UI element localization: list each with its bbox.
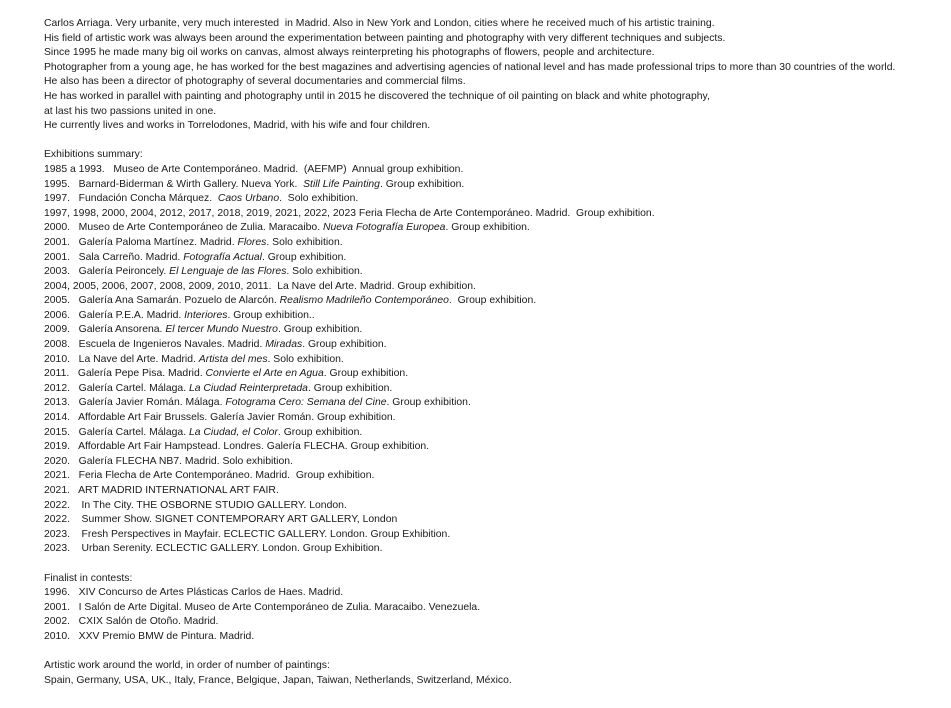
exhibition-title: Interiores: [184, 309, 228, 321]
exhibition-text: 2021. Feria Flecha de Arte Contemporáneo. Madrid. Group exhibition.: [44, 470, 375, 482]
exhibitions-section: [44, 148, 944, 557]
contests-section: [44, 572, 944, 645]
bio-line: Photographer from a young age, he has worked for the best magazines and advertising agencies of national level and has made professional trips to more than 30 countries of the world.: [44, 61, 896, 73]
exhibition-title: Flores: [237, 236, 267, 248]
exhibition-text: 2011. Galería Pepe Pisa. Madrid.: [44, 368, 206, 380]
section-gap: [44, 134, 944, 149]
exhibition-text: 2021. ART MADRID INTERNATIONAL ART FAIR.: [44, 485, 279, 496]
exhibition-type: . Group exhibition.: [307, 382, 393, 394]
exhibition-text: 2008. Escuela de Ingenieros Navales. Madrid.: [44, 339, 266, 351]
exhibition-text: 2022. In The City. THE OSBORNE STUDIO GALLERY. London.: [44, 499, 347, 511]
exhibition-title: Nueva Fotografía Europea: [322, 222, 446, 234]
exhibition-item: [44, 251, 944, 266]
exhibition-type: . Group exhibition.: [277, 426, 363, 438]
exhibition-type: . Solo exhibition.: [279, 193, 359, 205]
exhibition-item: [44, 353, 944, 368]
exhibition-item: [44, 265, 944, 280]
exhibition-text: 2014. Affordable Art Fair Brussels. Galería Javier Román. Group exhibition.: [44, 412, 396, 424]
exhibition-title: Miradas: [265, 339, 303, 351]
exhibition-text: 2000. Museo de Arte Contemporáneo de Zulia. Maracaibo.: [44, 222, 323, 234]
contests-heading: Finalist in contests:: [44, 572, 133, 584]
exhibition-item: [44, 178, 944, 193]
exhibition-text: 2009. Galería Ansorena.: [44, 324, 166, 336]
exhibition-item: [44, 542, 944, 557]
exhibition-item: [44, 280, 944, 295]
exhibition-title: La Ciudad Reinterpretada: [188, 382, 308, 394]
document-body: [44, 17, 944, 688]
exhibition-type: . Group exhibition.: [302, 339, 387, 351]
exhibition-title: Fotograma Cero: Semana del Cine: [225, 397, 387, 409]
exhibition-type: . Group exhibition.: [448, 295, 537, 307]
exhibition-text: 2001. Galería Paloma Martínez. Madrid.: [44, 236, 238, 248]
exhibition-type: . Solo exhibition.: [267, 353, 344, 365]
exhibition-title: Realismo Madrileño Contemporáneo: [279, 295, 449, 307]
exhibition-type: . Solo exhibition.: [286, 266, 363, 278]
bio-line: Carlos Arriaga. Very urbanite, very much interested in Madrid. Also in New York and London, cities where he received much of his artistic training.: [44, 18, 715, 29]
exhibition-item: [44, 455, 944, 470]
contest-item: 2010. XXV Premio BMW de Pintura. Madrid.: [44, 630, 255, 642]
exhibition-item: [44, 294, 944, 309]
exhibition-title: El Lenguaje de las Flores: [169, 266, 287, 278]
exhibition-title: El tercer Mundo Nuestro: [165, 324, 278, 336]
exhibition-item: [44, 338, 944, 353]
exhibition-text: 2006. Galería P.E.A. Madrid.: [44, 309, 185, 321]
exhibition-text: 2020. Galería FLECHA NB7. Madrid. Solo exhibition.: [44, 455, 293, 467]
bio-line: He currently lives and works in Torrelodones, Madrid, with his wife and four children.: [44, 120, 431, 132]
exhibition-type: . Group exhibition.: [379, 178, 465, 190]
contest-item: 2001. I Salón de Arte Digital. Museo de Arte Contemporáneo de Zulia. Maracaibo. Venezuela.: [44, 601, 481, 613]
exhibition-title: Convierte el Arte en Agua: [205, 368, 324, 380]
exhibition-type: . Group exhibition.: [261, 251, 347, 263]
exhibition-item: [44, 411, 944, 426]
exhibition-text: 1997, 1998, 2000, 2004, 2012, 2017, 2018, 2019, 2021, 2022, 2023 Feria Flecha de Arte Contemporáneo. Madrid. Group exhibition.: [44, 207, 655, 219]
exhibition-item: [44, 440, 944, 455]
section-gap: [44, 557, 944, 572]
exhibition-text: 2004, 2005, 2006, 2007, 2008, 2009, 2010, 2011. La Nave del Arte. Madrid. Group exhibition.: [44, 280, 476, 292]
exhibition-text: 2012. Galería Cartel. Málaga.: [44, 382, 189, 394]
bio-line: His field of artistic work was always been around the experimentation between painting and photography with very different techniques and subjects.: [44, 32, 726, 44]
exhibition-text: 1997. Fundación Concha Márquez.: [44, 193, 218, 205]
bio-section: [44, 17, 944, 134]
exhibition-item: [44, 426, 944, 441]
exhibition-item: [44, 323, 944, 338]
contest-item: 2002. CXIX Salón de Otoño. Madrid.: [44, 616, 219, 628]
exhibition-text: 2010. La Nave del Arte. Madrid.: [44, 353, 199, 365]
exhibition-text: 2001. Sala Carreño. Madrid.: [44, 251, 184, 263]
exhibition-title: Caos Urbano: [217, 193, 280, 205]
exhibition-text: 2023. Urban Serenity. ECLECTIC GALLERY. London. Group Exhibition.: [44, 543, 383, 555]
exhibition-item: [44, 469, 944, 484]
exhibition-item: [44, 484, 944, 499]
exhibition-type: . Group exhibition..: [227, 309, 315, 321]
exhibition-text: 2023. Fresh Perspectives in Mayfair. ECLECTIC GALLERY. London. Group Exhibition.: [44, 528, 451, 540]
world-heading: Artistic work around the world, in order of number of paintings:: [44, 660, 330, 672]
exhibition-item: [44, 499, 944, 514]
bio-line: He also has been a director of photography of several documentaries and commercial films.: [44, 76, 466, 88]
exhibitions-heading: Exhibitions summary:: [44, 149, 143, 161]
section-gap: [44, 645, 944, 660]
exhibition-type: . Group exhibition.: [277, 324, 363, 336]
exhibition-item: [44, 309, 944, 324]
exhibition-type: . Group exhibition.: [323, 368, 409, 380]
exhibition-item: [44, 528, 944, 543]
exhibition-text: 2003. Galería Peironcely.: [44, 266, 170, 278]
exhibition-item: [44, 367, 944, 382]
bio-line: He has worked in parallel with painting and photography until in 2015 he discovered the technique of oil painting on black and white photography,: [44, 90, 710, 102]
exhibition-item: [44, 163, 944, 178]
exhibition-item: [44, 207, 944, 222]
exhibition-title: Fotografía Actual: [183, 251, 262, 263]
exhibition-item: [44, 382, 944, 397]
exhibition-text: 2022. Summer Show. SIGNET CONTEMPORARY ART GALLERY, London: [44, 514, 398, 526]
exhibition-title: La Ciudad, el Color: [188, 426, 278, 438]
exhibitions-list: [44, 163, 944, 557]
contest-item: 1996. XIV Concurso de Artes Plásticas Carlos de Haes. Madrid.: [44, 587, 344, 599]
exhibition-text: 2015. Galería Cartel. Málaga.: [44, 426, 189, 438]
exhibition-text: 2005. Galería Ana Samarán. Pozuelo de Alarcón.: [44, 295, 280, 307]
exhibition-text: 2013. Galería Javier Román. Málaga.: [44, 397, 226, 409]
world-countries: Spain, Germany, USA, UK., Italy, France, Belgique, Japan, Taiwan, Netherlands, Switzerland, México.: [44, 674, 512, 686]
exhibition-item: [44, 221, 944, 236]
exhibition-title: Still Life Painting: [303, 178, 380, 190]
exhibition-item: [44, 192, 944, 207]
exhibition-text: 2019. Affordable Art Fair Hampstead. Londres. Galería FLECHA. Group exhibition.: [44, 441, 430, 453]
exhibition-title: Artista del mes: [198, 353, 268, 365]
exhibition-text: 1995. Barnard-Biderman & Wirth Gallery. Nueva York.: [44, 178, 304, 190]
exhibition-item: [44, 513, 944, 528]
bio-line: Since 1995 he made many big oil works on canvas, almost always reinterpreting his photographs of flowers, people and architecture.: [44, 47, 655, 59]
exhibition-text: 1985 a 1993. Museo de Arte Contemporáneo. Madrid. (AEFMP) Annual group exhibition.: [44, 163, 464, 175]
exhibition-type: . Solo exhibition.: [266, 236, 343, 248]
bio-line: at last his two passions united in one.: [44, 105, 217, 117]
exhibition-item: [44, 236, 944, 251]
world-section: [44, 659, 944, 688]
exhibition-type: . Group exhibition.: [386, 397, 471, 409]
exhibition-type: . Group exhibition.: [445, 222, 530, 234]
exhibition-item: [44, 396, 944, 411]
